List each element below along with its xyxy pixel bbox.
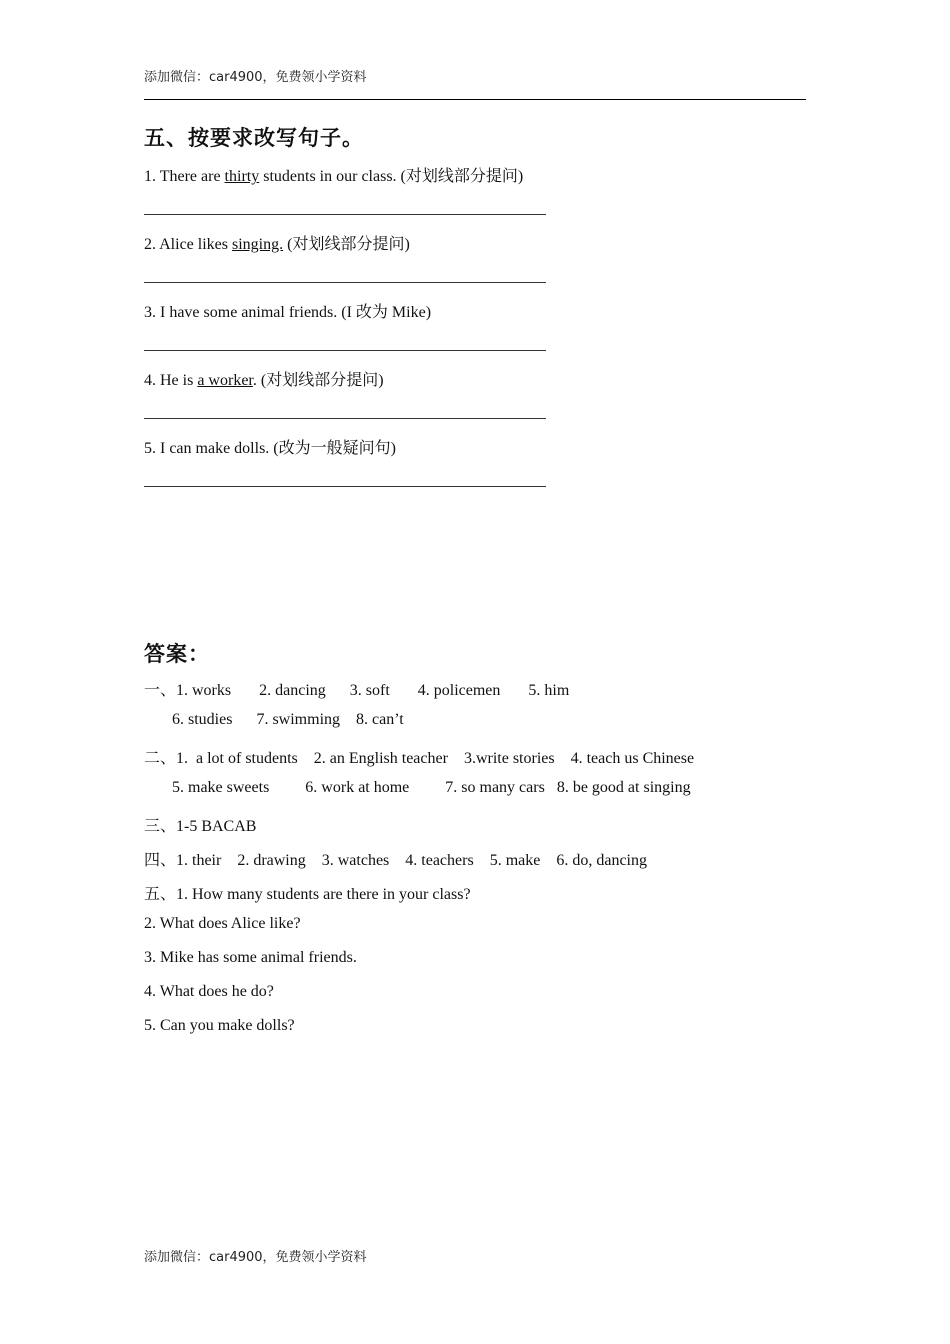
answer-line-5 <box>144 486 546 487</box>
underlined-phrase: singing. <box>231 236 284 253</box>
question-2: 2. Alice likes singing. (对划线部分提问) <box>144 236 410 253</box>
answer-key-line: 一、1. works 2. dancing 3. soft 4. policemen 5. him <box>144 682 570 699</box>
answer-line-3 <box>144 350 546 351</box>
answer-key-line: 6. studies 7. swimming 8. can’t <box>144 711 404 728</box>
answer-key-line: 5. Can you make dolls? <box>144 1017 295 1034</box>
answer-key-line: 2. What does Alice like? <box>144 915 301 932</box>
underlined-phrase: a worker <box>197 372 253 389</box>
answer-line-4 <box>144 418 546 419</box>
answer-key-line: 二、1. a lot of students 2. an English teacher 3.write stories 4. teach us Chinese <box>144 750 695 767</box>
answer-key-line: 4. What does he do? <box>144 983 274 1000</box>
underlined-phrase: thirty <box>224 168 260 185</box>
answer-line-2 <box>144 282 546 283</box>
question-3: 3. I have some animal friends. (I 改为 Mike) <box>144 304 432 321</box>
header-rule <box>144 99 806 100</box>
answer-key-line: 3. Mike has some animal friends. <box>144 949 357 966</box>
page-header-note: 添加微信：car4900，免费领小学资料 <box>144 70 367 85</box>
answer-key-line: 三、1-5 BACAB <box>144 818 257 835</box>
section-five-title: 五、按要求改写句子。 <box>144 126 364 150</box>
question-5: 5. I can make dolls. (改为一般疑问句) <box>144 440 396 457</box>
answers-title: 答案： <box>144 642 210 666</box>
question-1: 1. There are thirty students in our class. (对划线部分提问) <box>144 168 524 185</box>
answer-line-1 <box>144 214 546 215</box>
answer-key-line: 5. make sweets 6. work at home 7. so many cars 8. be good at singing <box>144 779 691 796</box>
question-4: 4. He is a worker. (对划线部分提问) <box>144 372 384 389</box>
page-footer-note: 添加微信：car4900，免费领小学资料 <box>144 1250 367 1265</box>
answer-key-line: 五、1. How many students are there in your class? <box>144 886 471 903</box>
answer-key-line: 四、1. their 2. drawing 3. watches 4. teachers 5. make 6. do, dancing <box>144 852 647 869</box>
